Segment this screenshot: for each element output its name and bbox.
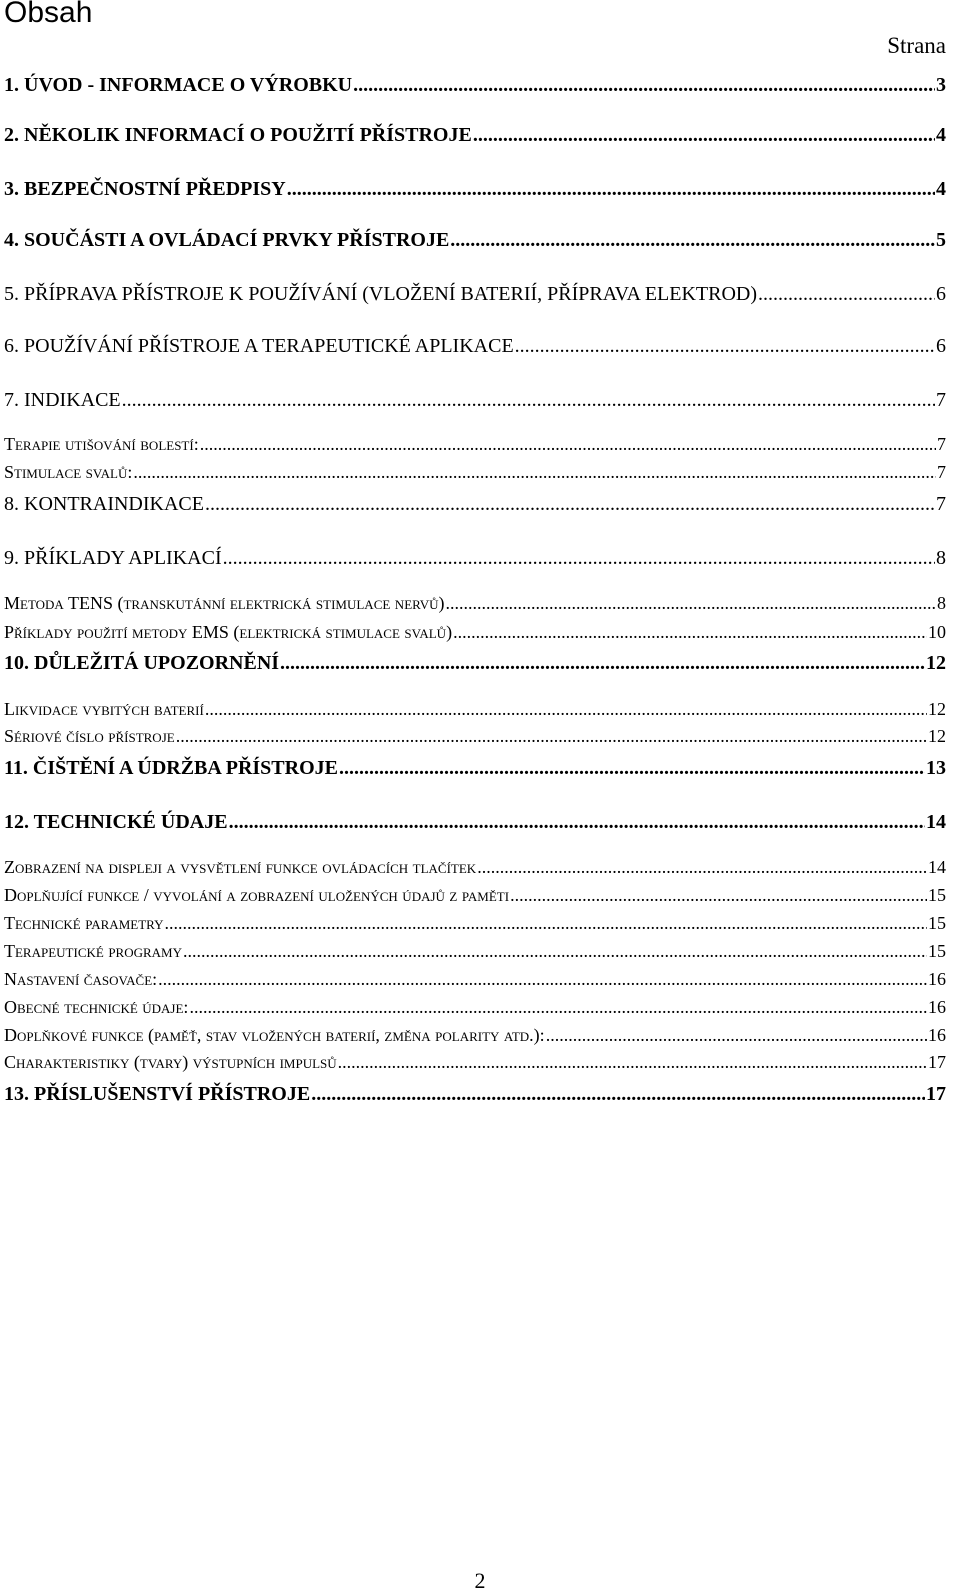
- toc-leader: [546, 1025, 927, 1046]
- toc-label: 5. PŘÍPRAVA PŘÍSTROJE K POUŽÍVÁNÍ (VLOŽENÍ BATERIÍ, PŘÍPRAVA ELEKTROD): [4, 283, 758, 305]
- toc-leader: [477, 857, 927, 878]
- toc-label: Doplňkové funkce (paměť, stav vložených baterií, změna polarity atd.):: [4, 1025, 545, 1045]
- toc-entry[interactable]: [4, 1025, 946, 1046]
- toc-page: 8: [937, 593, 946, 613]
- toc-leader: [758, 283, 935, 306]
- toc-entry[interactable]: [4, 699, 946, 720]
- toc-page: 6: [936, 283, 946, 305]
- toc-page: 12: [928, 699, 946, 719]
- toc-entry[interactable]: [4, 283, 946, 306]
- toc-label: 6. POUŽÍVÁNÍ PŘÍSTROJE A TERAPEUTICKÉ APLIKACE: [4, 335, 514, 357]
- toc-page: 12: [926, 652, 946, 674]
- toc-page: 16: [928, 969, 946, 989]
- toc-label: Stimulace svalů:: [4, 462, 133, 482]
- toc-page: 17: [928, 1052, 946, 1072]
- toc-leader: [164, 913, 927, 934]
- toc-page: 13: [926, 757, 946, 779]
- toc-entry[interactable]: [4, 885, 946, 906]
- toc-leader: [176, 726, 927, 747]
- toc-leader: [473, 124, 935, 147]
- toc-page: 7: [936, 493, 946, 515]
- toc-leader: [133, 462, 936, 483]
- toc-page: 12: [928, 726, 946, 746]
- toc-page: 3: [936, 74, 946, 96]
- toc-leader: [158, 969, 927, 990]
- toc-entry[interactable]: [4, 913, 946, 934]
- toc-page: 15: [928, 885, 946, 905]
- toc-entry[interactable]: [4, 462, 946, 483]
- toc-leader: [515, 335, 935, 358]
- toc-page: 7: [937, 434, 946, 454]
- toc-entry[interactable]: [4, 757, 946, 780]
- toc-leader: [510, 885, 927, 906]
- toc-entry[interactable]: [4, 493, 946, 516]
- toc-leader: [205, 699, 927, 720]
- toc-entry[interactable]: [4, 124, 946, 147]
- toc-leader: [446, 593, 936, 614]
- toc-page: 16: [928, 997, 946, 1017]
- toc-leader: [453, 622, 927, 643]
- toc-leader: [223, 547, 935, 570]
- toc-page: 17: [926, 1083, 946, 1105]
- toc-entry[interactable]: [4, 547, 946, 570]
- toc-label: Doplňující funkce / vyvolání a zobrazení uložených údajů z paměti: [4, 885, 510, 905]
- toc-leader: [189, 997, 927, 1018]
- toc-label: Terapie utišování bolestí:: [4, 434, 199, 454]
- toc-page: 7: [936, 389, 946, 411]
- toc-label: Nastavení časovače:: [4, 969, 158, 989]
- toc-label: Obecné technické údaje:: [4, 997, 189, 1017]
- toc-label: Technické parametry: [4, 913, 164, 933]
- toc-page: 4: [936, 124, 946, 146]
- toc-leader: [205, 493, 935, 516]
- toc-entry[interactable]: [4, 811, 946, 834]
- toc-entry[interactable]: [4, 178, 946, 201]
- toc-page: 4: [936, 178, 946, 200]
- toc-leader: [200, 434, 936, 455]
- toc-label: 2. NĚKOLIK INFORMACÍ O POUŽITÍ PŘÍSTROJE: [4, 124, 472, 146]
- toc-entry[interactable]: [4, 1052, 946, 1073]
- toc-entry[interactable]: [4, 229, 946, 252]
- toc-entry[interactable]: [4, 997, 946, 1018]
- toc-label: 11. ČIŠTĚNÍ A ÚDRŽBA PŘÍSTROJE: [4, 757, 338, 779]
- toc-page: 6: [936, 335, 946, 357]
- toc-label: 10. DŮLEŽITÁ UPOZORNĚNÍ: [4, 652, 280, 674]
- page-number: 2: [474, 1568, 486, 1593]
- toc-entry[interactable]: [4, 622, 946, 643]
- toc-leader: [122, 389, 935, 412]
- toc-leader: [353, 74, 935, 97]
- toc-label: Metoda TENS (transkutánní elektrická stimulace nervů): [4, 593, 445, 613]
- toc-label: Charakteristiky (tvary) výstupních impulsů: [4, 1052, 337, 1072]
- toc-entry[interactable]: [4, 593, 946, 614]
- toc-label: 1. ÚVOD - INFORMACE O VÝROBKU: [4, 74, 353, 96]
- toc-label: 13. PŘÍSLUŠENSTVÍ PŘÍSTROJE: [4, 1083, 311, 1105]
- toc-entry[interactable]: [4, 969, 946, 990]
- toc-leader: [450, 229, 935, 252]
- toc-entry[interactable]: [4, 74, 946, 97]
- toc-label: Likvidace vybitých baterií: [4, 699, 204, 719]
- toc-page: 8: [936, 547, 946, 569]
- toc-label: Terapeutické programy: [4, 941, 183, 961]
- toc-entry[interactable]: [4, 857, 946, 878]
- toc-label: Zobrazení na displeji a vysvětlení funkce ovládacích tlačítek: [4, 857, 477, 877]
- toc-entry[interactable]: [4, 941, 946, 962]
- toc-label: 7. INDIKACE: [4, 389, 121, 411]
- toc-label: Příklady použití metody EMS (elektrická stimulace svalů): [4, 622, 453, 642]
- toc-entry[interactable]: [4, 434, 946, 455]
- page-column-header: Strana: [887, 33, 946, 58]
- toc-page: 10: [928, 622, 946, 642]
- toc-leader: [311, 1083, 925, 1106]
- toc-label: Sériové číslo přístroje: [4, 726, 175, 746]
- toc-leader: [287, 178, 935, 201]
- toc-page: 14: [928, 857, 946, 877]
- toc-label: 8. KONTRAINDIKACE: [4, 493, 204, 515]
- page-title: Obsah: [4, 0, 93, 29]
- toc-entry[interactable]: [4, 1083, 946, 1106]
- toc-page: 15: [928, 913, 946, 933]
- toc-page: 16: [928, 1025, 946, 1045]
- toc-leader: [280, 652, 925, 675]
- toc-entry[interactable]: [4, 652, 946, 675]
- toc-leader: [183, 941, 927, 962]
- toc-leader: [339, 757, 925, 780]
- toc-page: 14: [926, 811, 946, 833]
- toc-leader: [229, 811, 925, 834]
- toc-label: 4. SOUČÁSTI A OVLÁDACÍ PRVKY PŘÍSTROJE: [4, 229, 450, 251]
- toc-page: 5: [936, 229, 946, 251]
- toc-entry[interactable]: [4, 726, 946, 747]
- toc-entry[interactable]: [4, 335, 946, 358]
- toc-entry[interactable]: [4, 389, 946, 412]
- toc-leader: [338, 1052, 927, 1073]
- toc-label: 12. TECHNICKÉ ÚDAJE: [4, 811, 228, 833]
- toc-page: 7: [937, 462, 946, 482]
- toc-label: 9. PŘÍKLADY APLIKACÍ: [4, 547, 222, 569]
- toc-page: 15: [928, 941, 946, 961]
- toc-label: 3. BEZPEČNOSTNÍ PŘEDPISY: [4, 178, 286, 200]
